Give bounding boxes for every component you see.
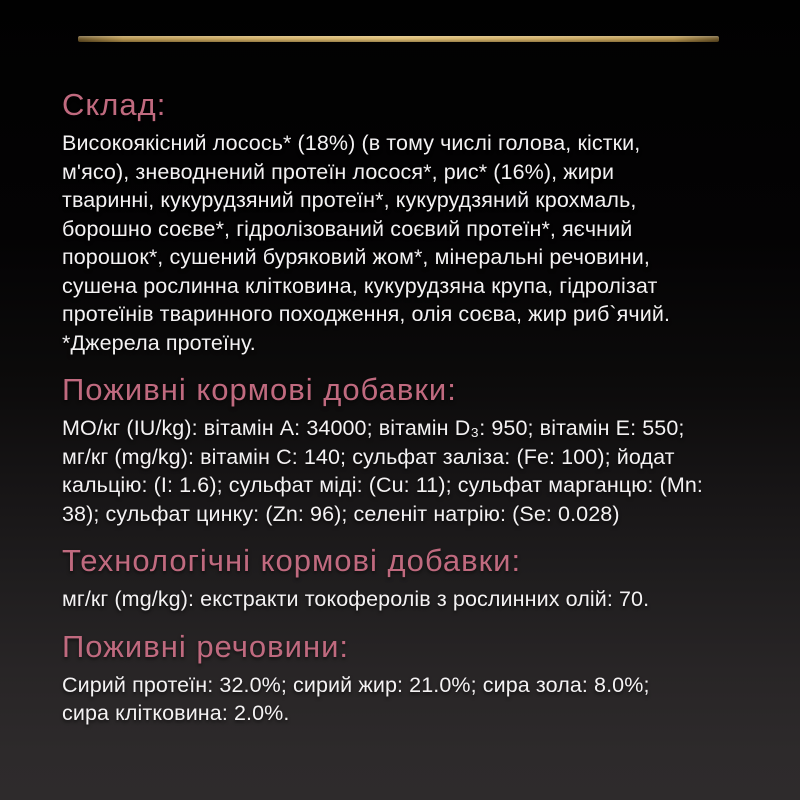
nutritional-additives-line: мг/кг (mg/kg): вітамін C: 140; сульфат заліза: (Fe: 100); йодат — [62, 444, 675, 469]
section-nutritional-additives — [62, 371, 742, 528]
nutrients-line: сира клітковина: 2.0%. — [62, 701, 290, 725]
nutritional-additives-line: 38); сульфат цинку: (Zn: 96); селеніт натрію: (Se: 0.028) — [62, 501, 620, 526]
section-technological-additives — [62, 542, 742, 614]
protein-sources-note: *Джерела протеїну. — [62, 330, 256, 355]
nutrients-line: Сирий протеїн: 32.0%; сирий жир: 21.0%; сира зола: 8.0%; — [62, 672, 650, 697]
composition-line: тваринні, кукурудзяний протеїн*, кукурудзяний крохмаль, — [62, 188, 637, 212]
composition-line: порошок*, сушений буряковий жом*, мінеральні речовини, — [62, 245, 650, 269]
composition-line: Високоякісний лосось* (18%) (в тому числі голова, кістки, — [62, 131, 641, 155]
section-nutrients — [62, 628, 742, 728]
label-content — [62, 86, 742, 728]
section-heading-composition: Склад: — [62, 87, 167, 122]
composition-line: сушена рослинна клітковина, кукурудзяна крупа, гідролізат — [62, 273, 658, 298]
section-heading-technological-additives: Технологічні кормові добавки: — [62, 543, 522, 578]
composition-line: борошно соєве*, гідролізований соєвий протеїн*, яєчний — [62, 216, 633, 241]
nutritional-additives-line: МО/кг (IU/kg): вітамін A: 34000; вітамін D₃: 950; вітамін E: 550; — [62, 416, 685, 440]
section-composition — [62, 86, 742, 357]
section-heading-nutritional-additives: Поживні кормові добавки: — [62, 372, 457, 407]
composition-line: протеїнів тваринного походження, олія соєва, жир риб`ячий. — [62, 302, 671, 326]
nutritional-additives-line: кальцію: (I: 1.6); сульфат міді: (Cu: 11); сульфат марганцю: (Mn: — [62, 473, 703, 497]
technological-additives-line: мг/кг (mg/kg): екстракти токоферолів з рослинних олій: 70. — [62, 587, 650, 611]
section-heading-nutrients: Поживні речовини: — [62, 628, 349, 664]
gold-divider-line — [78, 36, 719, 42]
composition-line: м'ясо), зневоднений протеїн лосося*, рис* (16%), жири — [62, 159, 615, 184]
